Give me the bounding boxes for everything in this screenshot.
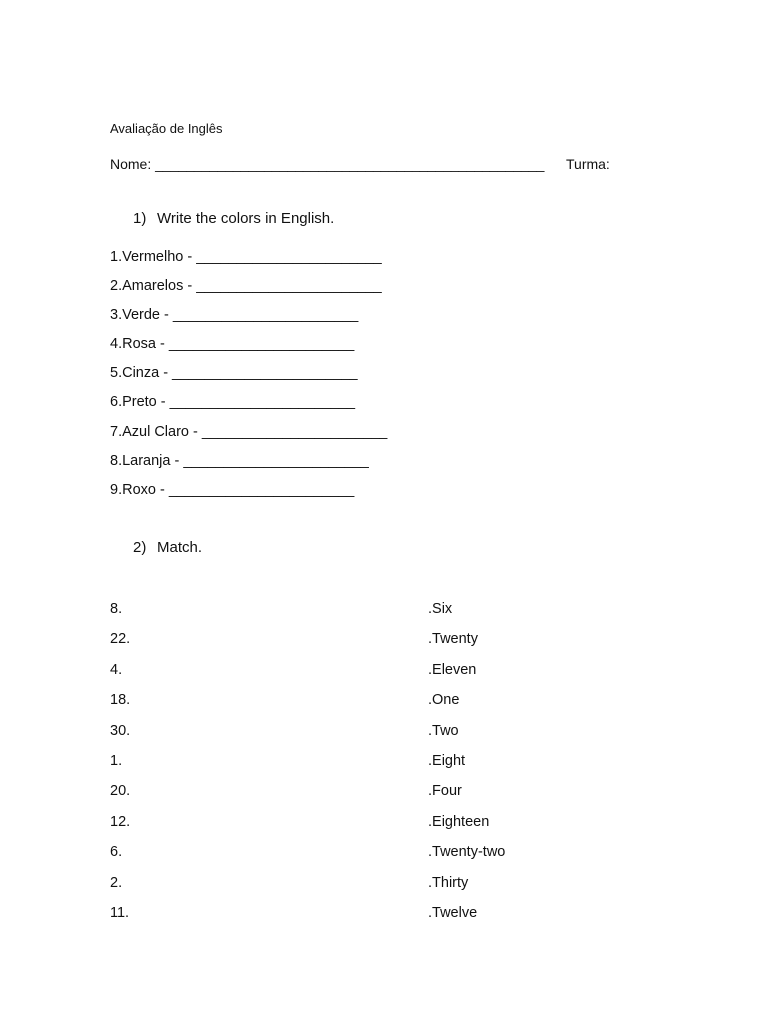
section-2-heading bbox=[133, 539, 202, 556]
color-item: 2.Amarelos - _______________________ bbox=[110, 278, 382, 295]
match-number: 2. bbox=[110, 874, 123, 891]
section-1-number: 1) bbox=[133, 210, 147, 227]
name-field-line: Nome: __________________________________________________ bbox=[110, 156, 545, 172]
color-item: 4.Rosa - _______________________ bbox=[110, 336, 355, 353]
colors-exercise-list bbox=[110, 248, 387, 510]
match-word: .One bbox=[428, 692, 460, 709]
color-item: 1.Vermelho - _______________________ bbox=[110, 249, 382, 265]
match-number: 30. bbox=[110, 722, 131, 739]
match-numbers-column bbox=[110, 600, 130, 934]
color-item: 6.Preto - _______________________ bbox=[110, 394, 356, 411]
match-number: 11. bbox=[110, 904, 130, 921]
match-number: 20. bbox=[110, 783, 131, 800]
match-number: 12. bbox=[110, 813, 131, 830]
color-item: 9.Roxo - _______________________ bbox=[110, 481, 355, 498]
match-number: 1. bbox=[110, 752, 123, 769]
match-word: .Twenty-two bbox=[428, 844, 506, 861]
match-number: 6. bbox=[110, 844, 123, 861]
match-word: .Eleven bbox=[428, 661, 477, 678]
section-2-number: 2) bbox=[133, 539, 147, 556]
match-word: .Eighteen bbox=[428, 813, 490, 830]
match-word: .Thirty bbox=[428, 874, 469, 891]
match-word: .Two bbox=[428, 722, 459, 739]
match-number: 4. bbox=[110, 661, 123, 678]
match-number: 22. bbox=[110, 631, 131, 648]
match-number: 8. bbox=[110, 601, 123, 617]
document-title: Avaliação de Inglês bbox=[110, 121, 223, 136]
section-2-instruction: Match. bbox=[157, 539, 203, 556]
section-1-heading bbox=[133, 210, 334, 227]
match-word: .Twelve bbox=[428, 904, 478, 921]
match-word: .Six bbox=[428, 601, 453, 617]
match-word: .Eight bbox=[428, 752, 466, 769]
color-item: 8.Laranja - _______________________ bbox=[110, 452, 369, 469]
color-item: 5.Cinza - _______________________ bbox=[110, 365, 358, 382]
color-item: 7.Azul Claro - _______________________ bbox=[110, 423, 388, 440]
match-word: .Four bbox=[428, 783, 462, 800]
section-1-instruction: Write the colors in English. bbox=[157, 210, 335, 227]
match-word: .Twenty bbox=[428, 631, 478, 648]
color-item: 3.Verde - _______________________ bbox=[110, 307, 359, 324]
match-number: 18. bbox=[110, 692, 131, 709]
match-words-column bbox=[428, 600, 505, 934]
class-label: Turma: bbox=[566, 156, 610, 172]
